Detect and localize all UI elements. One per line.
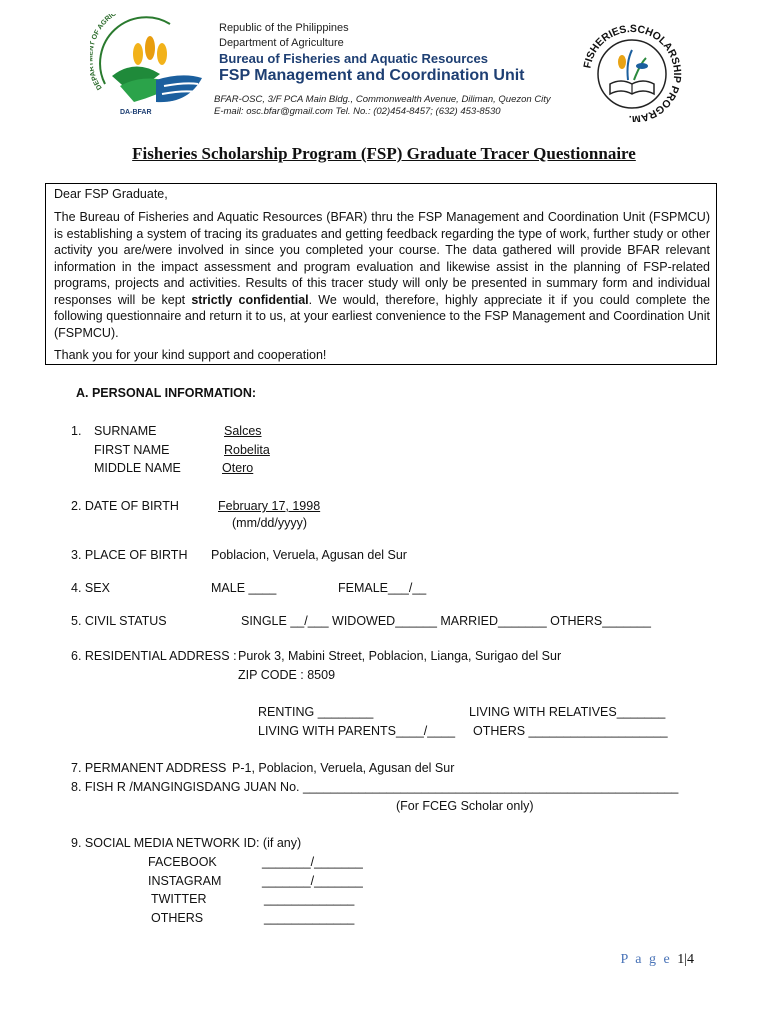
civil-status-options[interactable]: SINGLE __/___ WIDOWED______ MARRIED_______ OTHERS_______: [241, 614, 651, 628]
social-media-label: 9. SOCIAL MEDIA NETWORK ID: (if any): [71, 836, 302, 850]
sex-label: 4. SEX: [71, 581, 110, 595]
dob-format-hint: (mm/dd/yyyy): [232, 516, 307, 530]
pob-value[interactable]: Poblacion, Veruela, Agusan del Sur: [211, 548, 407, 562]
header-unit: FSP Management and Coordination Unit: [219, 67, 525, 84]
sex-male-option[interactable]: MALE ____: [211, 581, 277, 595]
page-number: [620, 952, 694, 968]
twitter-label: TWITTER: [151, 892, 207, 906]
zip-code[interactable]: ZIP CODE : 8509: [238, 668, 336, 682]
residential-address-value[interactable]: Purok 3, Mabini Street, Poblacion, Lianga, Surigao del Sur: [238, 649, 562, 663]
others-social-field[interactable]: _____________: [264, 911, 355, 925]
first-name-value[interactable]: Robelita: [224, 443, 270, 457]
instagram-field[interactable]: _______/_______: [262, 874, 363, 888]
page-word: P a g e: [620, 952, 672, 967]
fsp-seal-logo: [576, 22, 688, 122]
rice-stalk-icon: [133, 36, 167, 65]
middle-name-value[interactable]: Otero: [222, 461, 254, 475]
logo-left-text: DEPA OF AGRIC: [90, 14, 118, 91]
seal-text: FISHERIES.SCHOLARSHIP PROGRAM.: [581, 22, 684, 122]
permanent-address-value[interactable]: P-1, Poblacion, Veruela, Agusan del Sur: [232, 761, 455, 775]
fishr-note: (For FCEG Scholar only): [396, 799, 534, 813]
surname-label: SURNAME: [94, 424, 157, 438]
dob-value[interactable]: February 17, 1998: [218, 499, 321, 513]
letter-body: The Bureau of Fisheries and Aquatic Resources (BFAR) thru the FSP Management and Coordination Unit (FSPMCU) is establishing a system of tracing its graduates and getting feedback regarding the type of work, further study or other activity you are/were involved in since you completed your course. The data gathered will provide BFAR relevant information in the impact assessment and program evaluation and likewise assist in the planning of FSP-related programs, projects and activities. Results of this tracer study will only be presented in summary form and individual responses will be kept strictly confidential. We would, therefore, highly appreciate it if you could complete the following questionnaire and return it to us, at your earliest convenience to the FSP Management and Coordination Unit (FSPMCU).: [54, 210, 710, 340]
q1-number: 1.: [71, 424, 82, 438]
letter-greeting: Dear FSP Graduate,: [54, 187, 168, 201]
header-republic: Republic of the Philippines: [219, 22, 349, 34]
document-title: Fisheries Scholarship Program (FSP) Graduate Tracer Questionnaire: [132, 144, 636, 163]
permanent-address-label: 7. PERMANENT ADDRESS: [71, 761, 227, 775]
others-option[interactable]: OTHERS ____________________: [473, 724, 668, 738]
residential-address-label: 6. RESIDENTIAL ADDRESS :: [71, 649, 237, 663]
surname-value[interactable]: Salces: [224, 424, 262, 438]
middle-name-label: MIDDLE NAME: [94, 461, 181, 475]
pob-label: 3. PLACE OF BIRTH: [71, 548, 188, 562]
facebook-label: FACEBOOK: [148, 855, 217, 869]
living-with-relatives-option[interactable]: LIVING WITH RELATIVES_______: [469, 705, 666, 719]
civil-status-label: 5. CIVIL STATUS: [71, 614, 167, 628]
dob-label: 2. DATE OF BIRTH: [71, 499, 179, 513]
renting-option[interactable]: RENTING ________: [258, 705, 374, 719]
facebook-field[interactable]: _______/_______: [262, 855, 363, 869]
svg-text:FISHERIES.SCHOLARSHIP PROGRAM.: [581, 23, 683, 122]
living-with-parents-option[interactable]: LIVING WITH PARENTS____/____: [258, 724, 456, 738]
sex-female-option[interactable]: FEMALE___/__: [338, 581, 427, 595]
header-bureau: Bureau of Fisheries and Aquatic Resources: [219, 51, 488, 66]
instagram-label: INSTAGRAM: [148, 874, 222, 888]
da-logo: [90, 14, 208, 118]
header-department: Department of Agriculture: [219, 37, 344, 49]
header-address: BFAR-OSC, 3/F PCA Main Bldg., Commonwealth Avenue, Diliman, Quezon City: [214, 94, 551, 105]
header-contact: E-mail: osc.bfar@gmail.com Tel. No.: (02)454-8457; (632) 453-8530: [214, 106, 501, 117]
letter-thanks: Thank you for your kind support and cooperation!: [54, 348, 327, 362]
fishr-label[interactable]: 8. FISH R /MANGINGISDANG JUAN No. ______________________________________________________: [71, 780, 679, 794]
section-a-heading: A. PERSONAL INFORMATION:: [76, 386, 257, 400]
page-count: 1|4: [677, 952, 694, 967]
letter-box: [45, 183, 717, 365]
book-icon: [610, 81, 654, 94]
twitter-field[interactable]: _____________: [264, 892, 355, 906]
logo-left-sub: DA-BFAR: [120, 109, 152, 116]
others-social-label: OTHERS: [151, 911, 204, 925]
first-name-label: FIRST NAME: [94, 443, 170, 457]
